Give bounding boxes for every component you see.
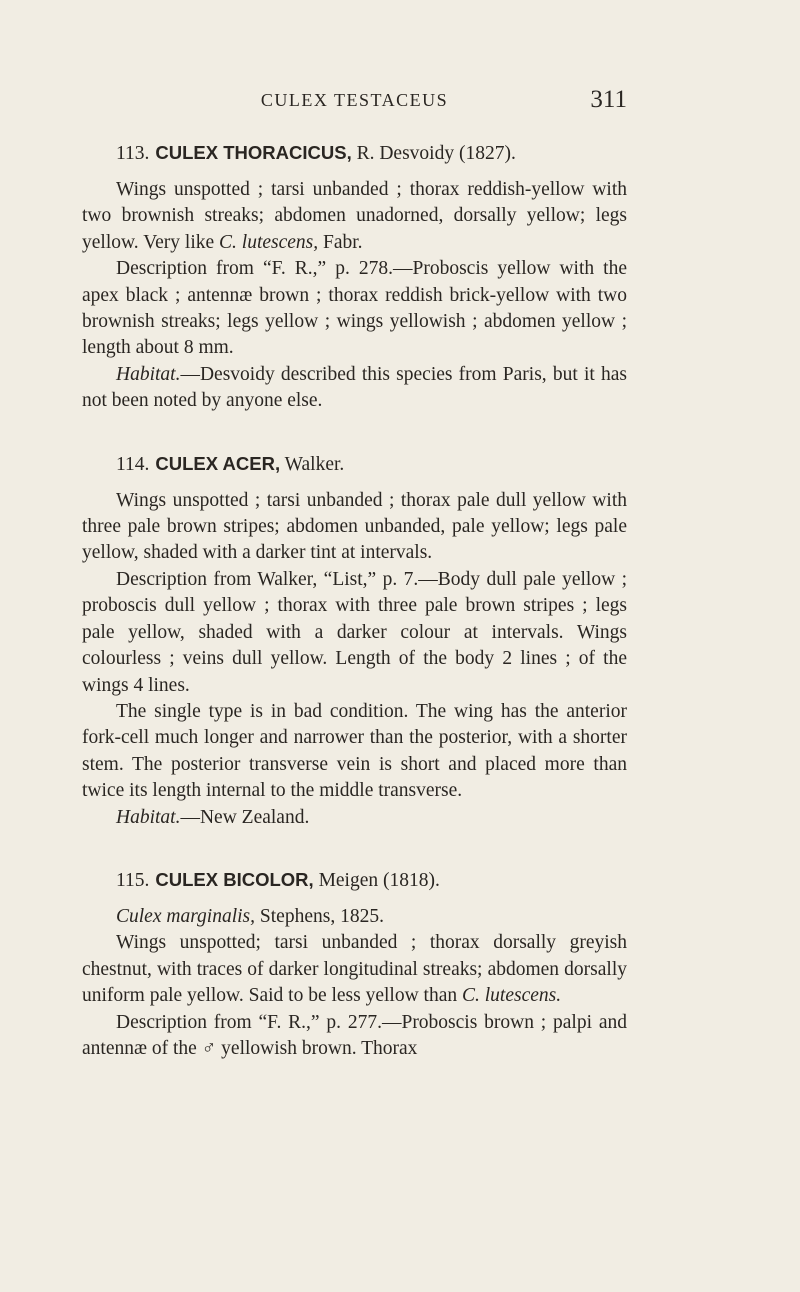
description-paragraph: Description from Walker, “List,” p. 7.—Body dull pale yellow ; proboscis dull yellow ; thorax with three pale brown stripes ; legs pale yellow, shaded with a darker colour at intervals. Wings colourless ; veins dull yellow. Length of the body 2 lines ; of the wings 4 lines. — [82, 568, 627, 696]
diagnosis-paragraph: Wings unspotted ; tarsi unbanded ; thorax reddish-yellow with two brownish streaks; abdomen unadorned, dorsally yellow; legs yellow. Very like C. lutescens, Fabr. — [82, 179, 627, 253]
description-paragraph: Description from “F. R.,” p. 277.—Proboscis brown ; palpi and antennæ of the ♂ yellowish brown. Thorax — [82, 1011, 627, 1059]
text-body — [82, 140, 627, 1062]
species-name: CULEX BICOLOR, — [155, 868, 314, 890]
habitat-paragraph: Habitat.—New Zealand. — [116, 806, 310, 828]
note-paragraph: The single type is in bad condition. The wing has the anterior fork-cell much longer and narrower than the posterior, with a shorter stem. The posterior transverse vein is short and placed more than twice its length internal to the middle transverse. — [82, 700, 627, 802]
habitat-paragraph: Habitat.—Desvoidy described this species from Paris, but it has not been noted by anyone else. — [82, 363, 627, 412]
italic-species-ref: C. lutescens, — [219, 231, 319, 253]
entry-heading-113 — [82, 140, 627, 167]
running-title: CULEX TESTACEUS — [260, 90, 449, 110]
page-number: 311 — [590, 86, 627, 113]
species-authority: Walker. — [284, 453, 345, 475]
entry-number: 115. — [116, 869, 150, 891]
description-paragraph: Description from “F. R.,” p. 278.—Proboscis yellow with the apex black ; antennæ brown ; thorax reddish brick-yellow with two brownish streaks; legs yellow ; wings yellowish ; abdomen yellow ; length about 8 mm. — [82, 258, 627, 359]
italic-synonym: Culex marginalis, — [116, 905, 256, 927]
diagnosis-paragraph: Wings unspotted ; tarsi unbanded ; thorax pale dull yellow with three pale brown stripes; abdomen unbanded, pale yellow; legs pale yellow, shaded with a darker tint at intervals. — [82, 489, 627, 564]
species-authority: R. Desvoidy (1827). — [356, 143, 516, 164]
species-authority: Meigen (1818). — [318, 869, 440, 891]
entry-number: 114. — [116, 453, 150, 475]
running-head — [82, 86, 627, 116]
italic-species-ref: C. lutescens. — [462, 985, 562, 1007]
habitat-label: Habitat. — [116, 806, 181, 828]
habitat-label: Habitat. — [116, 363, 181, 385]
entry-heading-114 — [82, 451, 627, 478]
species-name: CULEX ACER, — [155, 452, 281, 474]
entry-heading-115 — [82, 867, 627, 894]
species-name: CULEX THORACICUS, — [155, 142, 352, 163]
entry-number: 113. — [116, 143, 150, 164]
diagnosis-paragraph: Wings unspotted; tarsi unbanded ; thorax dorsally greyish chestnut, with traces of darker longitudinal streaks; abdomen dorsally uniform pale yellow. Said to be less yellow than C. lutescens. — [82, 932, 627, 1007]
synonym-paragraph: Culex marginalis, Stephens, 1825. — [116, 905, 384, 927]
